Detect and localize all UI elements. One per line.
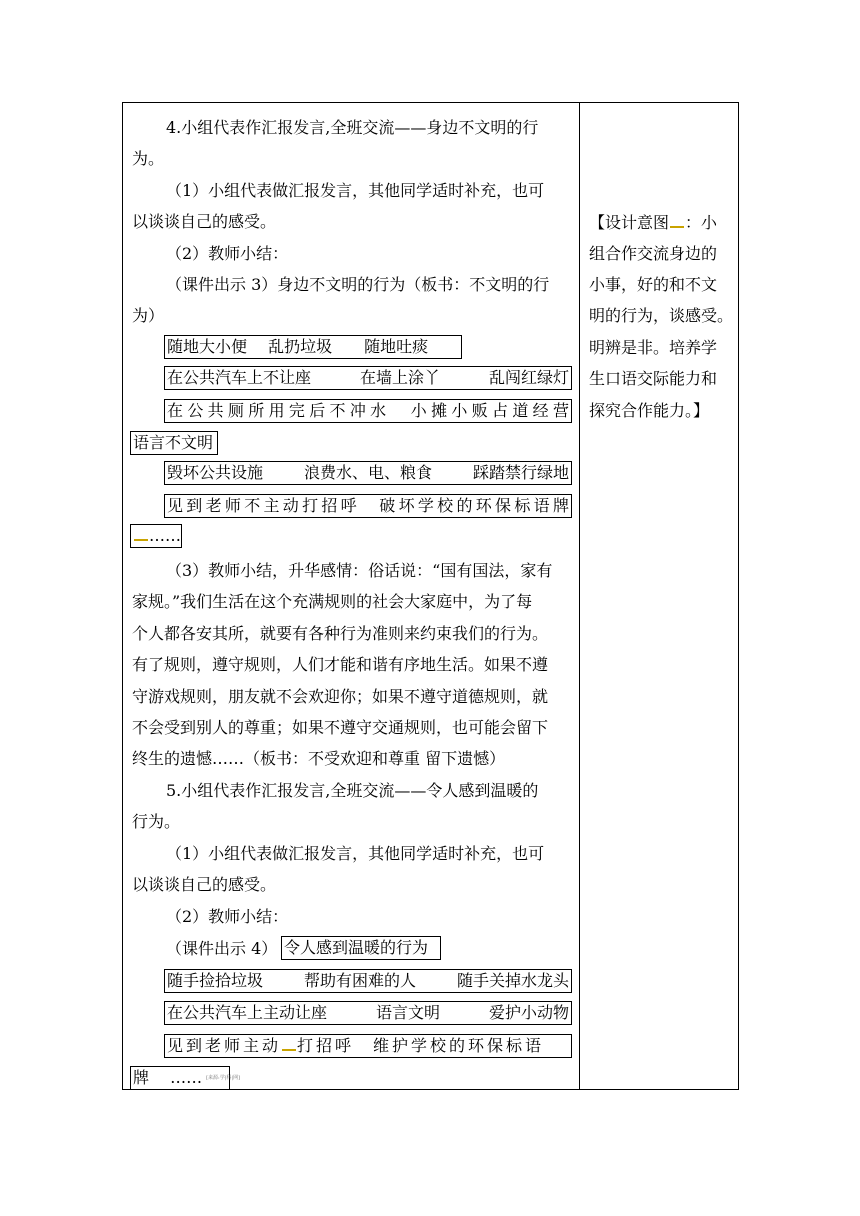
char: 水 bbox=[370, 401, 387, 420]
section5-item1-line1: （1）小组代表做汇报发言，其他同学适时补充，也可 bbox=[166, 844, 545, 863]
char: 保 bbox=[495, 496, 512, 515]
section4-item3-line5: 守游戏规则，朋友就不会欢迎你；如果不遵守道德规则，就 bbox=[132, 687, 549, 706]
section4-item1-line1: （1）小组代表做汇报发言，其他同学适时补充，也可 bbox=[166, 181, 545, 200]
warm-text: 见到老师主动 bbox=[167, 1036, 282, 1055]
char: 占 bbox=[492, 401, 509, 420]
blank-underline bbox=[282, 1035, 296, 1051]
char: 道 bbox=[512, 401, 529, 420]
section5-courseware-prefix: （课件出示 4） bbox=[166, 939, 278, 958]
section4-item2: （2）教师小结： bbox=[166, 244, 289, 263]
char: 破 bbox=[379, 496, 396, 515]
char: 经 bbox=[532, 401, 549, 420]
section4-item3-line6: 不会受到别人的尊重；如果不遵守交通规则，也可能会留下 bbox=[132, 718, 549, 737]
warm-box-row2 bbox=[164, 1001, 572, 1025]
char: 老 bbox=[205, 496, 222, 515]
char: 语 bbox=[533, 496, 550, 515]
char: 后 bbox=[309, 401, 326, 420]
char: 完 bbox=[288, 401, 305, 420]
char: 冲 bbox=[349, 401, 366, 420]
warm-box-row4 bbox=[130, 1066, 241, 1090]
section4-item3-line1: （3）教师小结，升华感情：俗话说：“国有国法，家有 bbox=[166, 561, 553, 580]
uncivil-item: 在公共汽车上不让座 bbox=[167, 368, 312, 387]
design-intent-line: 生口语交际能力和 bbox=[589, 369, 718, 388]
design-intent-line: 明的行为，谈感受。 bbox=[589, 306, 734, 325]
uncivil-box-row3-cont: 语言不文明 bbox=[130, 431, 218, 455]
uncivil-box-row4 bbox=[164, 461, 572, 485]
char: 小 bbox=[451, 401, 468, 420]
section4-item1-line2: 以谈谈自己的感受。 bbox=[132, 212, 277, 231]
warm-item: 随手关掉水龙头 bbox=[456, 971, 569, 990]
char: 所 bbox=[248, 401, 265, 420]
char: 小 bbox=[410, 401, 427, 420]
char: 动 bbox=[282, 496, 299, 515]
section4-item3-line4: 有了规则，遵守规则，人们才能和谐有序地生活。如果不遵 bbox=[132, 655, 549, 674]
section4-item3-line3: 个人都各安其所，就要有各种行为准则来约束我们的行为。 bbox=[132, 624, 549, 643]
char: 厕 bbox=[227, 401, 244, 420]
char: 见 bbox=[167, 496, 184, 515]
design-intent-suffix: ：小 bbox=[685, 213, 718, 232]
section4-item3-line7: 终生的遗憾……（板书：不受欢迎和尊重 留下遗憾） bbox=[132, 749, 506, 768]
char: 校 bbox=[437, 496, 454, 515]
section4-item3-line2: 家规。”我们生活在这个充满规则的社会大家庭中，为了每 bbox=[132, 592, 533, 611]
uncivil-box-row2 bbox=[164, 366, 572, 390]
warm-box-row1 bbox=[164, 969, 572, 993]
uncivil-item: 浪费水、电、粮食 bbox=[303, 463, 432, 482]
blank-underline bbox=[134, 525, 148, 541]
char: 呼 bbox=[340, 496, 357, 515]
warm-item: 随手捡拾垃圾 bbox=[167, 971, 264, 990]
uncivil-box-row5-cont bbox=[130, 524, 182, 548]
char: 营 bbox=[552, 401, 569, 420]
table-column-divider bbox=[579, 102, 580, 1090]
uncivil-box-row3 bbox=[164, 399, 572, 423]
warm-item: 语言文明 bbox=[375, 1003, 440, 1022]
char: 环 bbox=[475, 496, 492, 515]
uncivil-item: 乱闯红绿灯 bbox=[488, 368, 569, 387]
uncivil-item: 踩踏禁行绿地 bbox=[472, 463, 569, 482]
char: 标 bbox=[514, 496, 531, 515]
section5-heading-line2: 行为。 bbox=[132, 812, 181, 831]
char: 的 bbox=[456, 496, 473, 515]
char: 牌 bbox=[552, 496, 569, 515]
design-intent-prefix: 【设计意图 bbox=[589, 213, 670, 232]
warm-item: 帮助有困难的人 bbox=[303, 971, 416, 990]
char: 共 bbox=[207, 401, 224, 420]
char: 用 bbox=[268, 401, 285, 420]
uncivil-box-row1: 随地大小便 乱扔垃圾 随地吐痰 bbox=[164, 335, 462, 359]
section4-courseware-line2: 为） bbox=[132, 306, 165, 325]
section4-heading-line1: 4.小组代表作汇报发言,全班交流——身边不文明的行 bbox=[166, 118, 539, 137]
design-intent-line: 明辨是非。培养学 bbox=[589, 338, 718, 357]
design-intent-label bbox=[589, 212, 717, 233]
char: 公 bbox=[187, 401, 204, 420]
char: 学 bbox=[417, 496, 434, 515]
char bbox=[360, 495, 376, 517]
warm-text: 打招呼 维护学校的环保标语 bbox=[297, 1036, 545, 1055]
char bbox=[390, 400, 406, 422]
uncivil-item: 在墙上涂丫 bbox=[359, 368, 440, 387]
section4-courseware-line1: （课件出示 3）身边不文明的行为（板书：不文明的行 bbox=[166, 275, 550, 294]
uncivil-box-row5 bbox=[164, 494, 572, 518]
char: 到 bbox=[186, 496, 203, 515]
design-intent-line: 探究合作能力。】 bbox=[589, 401, 710, 420]
uncivil-item: 毁坏公共设施 bbox=[167, 463, 264, 482]
section5-item2: （2）教师小结： bbox=[166, 907, 289, 926]
char: 在 bbox=[167, 401, 184, 420]
warm-text: 牌 …… bbox=[133, 1068, 203, 1087]
section5-item1-line2: 以谈谈自己的感受。 bbox=[132, 875, 277, 894]
warm-item: 爱护小动物 bbox=[488, 1003, 569, 1022]
section5-heading-line1: 5.小组代表作汇报发言,全班交流——令人感到温暖的 bbox=[166, 781, 539, 800]
warm-box-row3 bbox=[164, 1034, 572, 1058]
char: 不 bbox=[244, 496, 261, 515]
char: 摊 bbox=[431, 401, 448, 420]
source-watermark: [来源:学|科|网] bbox=[206, 1075, 241, 1081]
char: 坏 bbox=[398, 496, 415, 515]
section4-heading-line2: 为。 bbox=[132, 149, 165, 168]
char: 招 bbox=[321, 496, 338, 515]
ellipsis: …… bbox=[149, 526, 181, 545]
char: 师 bbox=[224, 496, 241, 515]
design-intent-line: 组合作交流身边的 bbox=[589, 244, 718, 263]
char: 贩 bbox=[471, 401, 488, 420]
blank-underline bbox=[670, 212, 684, 228]
char: 主 bbox=[263, 496, 280, 515]
warm-item: 在公共汽车上主动让座 bbox=[167, 1003, 328, 1022]
design-intent-line: 小事，好的和不文 bbox=[589, 275, 718, 294]
char: 不 bbox=[329, 401, 346, 420]
warm-behavior-title-box: 令人感到温暖的行为 bbox=[281, 936, 441, 960]
char: 打 bbox=[302, 496, 319, 515]
